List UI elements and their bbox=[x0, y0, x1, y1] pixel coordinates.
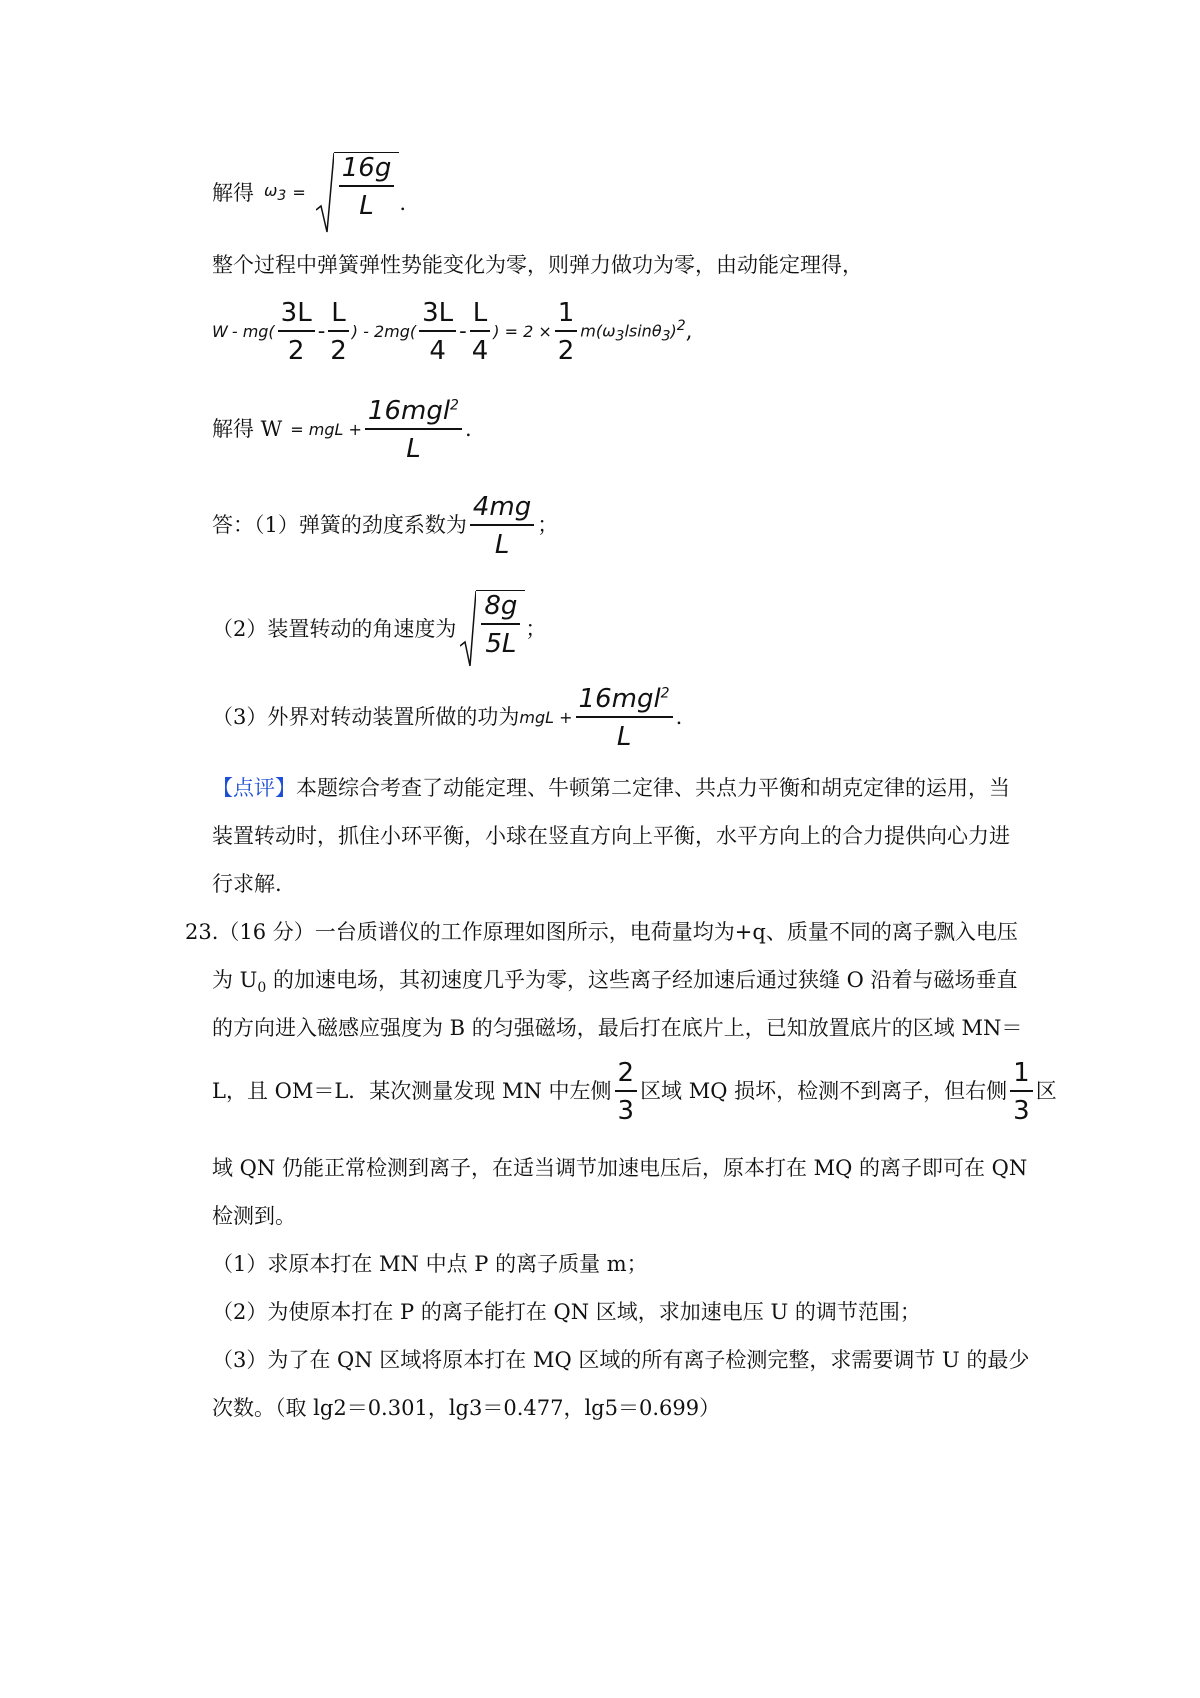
fraction-16mgl2-over-L: $\frac{16mgl^2}{L}$ bbox=[576, 686, 673, 750]
fraction-2-over-3: $\frac{2}{3}$ bbox=[615, 1060, 638, 1124]
fraction-L-over-2: $\frac{L}{2}$ bbox=[330, 298, 347, 366]
problem-23-line-1: 23.（16 分）一台质谱仪的工作原理如图所示，电荷量均为+q、质量不同的离子飘入电压 bbox=[185, 920, 1018, 944]
sqrt-expression bbox=[460, 590, 525, 668]
problem-23-question-2: （2）为使原本打在 P 的离子能打在 QN 区域，求加速电压 U 的调节范围； bbox=[212, 1300, 921, 1324]
fraction-L-over-4: $\frac{L}{4}$ bbox=[471, 298, 489, 366]
problem-23-line-2: 为 $U_0$ 的加速电场，其初速度几乎为零，这些离子经加速后通过狭缝 O 沿着与磁场垂直 bbox=[212, 968, 1018, 997]
sqrt-expression bbox=[316, 152, 400, 234]
fraction-16g-over-L: $\frac{16g}{L}$ bbox=[339, 155, 395, 234]
fraction-4mg-over-L: $\frac{4mg}{L}$ bbox=[470, 494, 534, 558]
problem-23-line-5: 域 QN 仍能正常检测到离子，在适当调节加速电压后，原本打在 MQ 的离子即可在 QN bbox=[212, 1156, 1028, 1180]
problem-23-question-1: （1）求原本打在 MN 中点 P 的离子质量 m； bbox=[212, 1252, 648, 1276]
answer-2: （2）装置转动的角速度为 $\frac{8g}{5L}$ ； bbox=[212, 590, 546, 668]
omega-symbol: $\omega_3$ bbox=[264, 180, 287, 205]
equals-sign: = bbox=[292, 183, 306, 202]
solution-result-work: 解得 W = mgL + $\frac{16mgl^2}{L}$ . bbox=[212, 396, 472, 464]
fraction-3L-over-2: $\frac{3L}{2}$ bbox=[278, 300, 315, 364]
answer-3: （3）外界对转动装置所做的功为 mgL + $\frac{16mgl^2}{L}$ . bbox=[212, 684, 683, 752]
radical-sign bbox=[460, 590, 476, 668]
radical-sign bbox=[316, 152, 334, 234]
fraction-8g-over-5L: $\frac{8g}{5L}$ bbox=[481, 593, 520, 668]
text-prefix: 解得 bbox=[212, 180, 254, 205]
comment-line-3: 行求解. bbox=[212, 872, 282, 896]
kinetic-term: $m(\omega_3lsin\theta_3)^2$ bbox=[580, 318, 686, 345]
fraction-16mgl2-over-L: $\frac{16mgl^2}{L}$ bbox=[365, 398, 462, 462]
comment-line-2: 装置转动时，抓住小环平衡，小球在竖直方向上平衡，水平方向上的合力提供向心力进 bbox=[212, 824, 1010, 848]
solution-text-energy: 整个过程中弹簧弹性势能变化为零，则弹力做功为零，由动能定理得， bbox=[212, 253, 863, 277]
comment-tag: 【点评】 bbox=[212, 776, 296, 800]
fraction-1-over-3: $\frac{1}{3}$ bbox=[1010, 1060, 1033, 1124]
answer-1: 答：（1）弹簧的劲度系数为 $\frac{4mg}{L}$ ； bbox=[212, 492, 559, 560]
problem-23-line-4: L，且 OM＝L．某次测量发现 MN 中左侧 $\frac{2}{3}$ 区域 MQ 损坏，检测不到离子，但右侧 $\frac{1}{3}$ 区 bbox=[212, 1058, 1057, 1126]
solution-equation-work: W - mg( $\frac{3L}{2}$ - $\frac{L}{2}$ ) - 2mg( $\frac{3L}{4}$ - $\frac{L}{4}$ ) = 2 × $\frac{1}{2}$ $m(\omega_3lsin\theta_3)^2$ , bbox=[212, 298, 693, 366]
problem-23-line-6: 检测到。 bbox=[212, 1204, 296, 1228]
solution-line-omega3: 解得 $\omega_3$ = $\frac{16g}{L}$ . bbox=[212, 152, 406, 234]
fraction-3L-over-4: $\frac{3L}{4}$ bbox=[419, 300, 456, 364]
fraction-1-over-2: $\frac{1}{2}$ bbox=[555, 300, 578, 364]
problem-23-question-3-cont: 次数。（取 lg2＝0.301，lg3＝0.477，lg5＝0.699） bbox=[212, 1396, 721, 1420]
comment-line-1: 【点评】本题综合考查了动能定理、牛顿第二定律、共点力平衡和胡克定律的运用，当 bbox=[212, 776, 1010, 800]
problem-23-line-3: 的方向进入磁感应强度为 B 的匀强磁场，最后打在底片上，已知放置底片的区域 MN＝ bbox=[212, 1016, 1023, 1040]
problem-23-question-3: （3）为了在 QN 区域将原本打在 MQ 区域的所有离子检测完整，求需要调节 U 的最少 bbox=[212, 1348, 1030, 1372]
